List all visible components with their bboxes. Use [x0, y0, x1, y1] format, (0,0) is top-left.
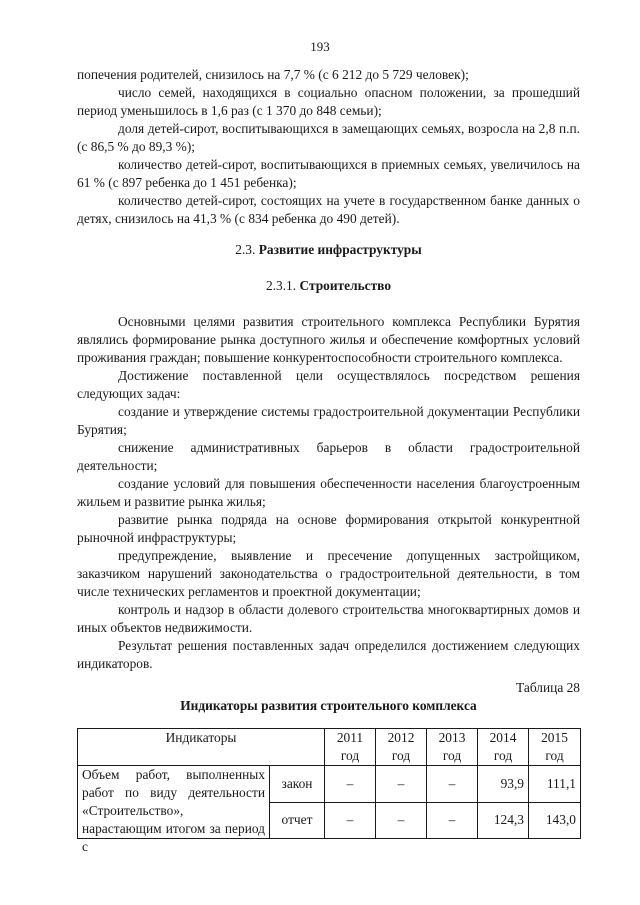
- paragraph: предупреждение, выявление и пресечение допущенных застройщиком, заказчиком нарушений законодательства о градостроительной деятельности, в том числе технических регламентов и проектной документации;: [77, 548, 580, 599]
- paragraph: создание условий для повышения обеспеченности населения благоустроенным жильем и развитие рынка жилья;: [77, 476, 580, 509]
- paragraph: контроль и надзор в области долевого строительства многоквартирных домов и иных объектов недвижимости.: [77, 602, 580, 635]
- table-cell: –: [376, 766, 427, 803]
- page-number: 193: [310, 39, 330, 54]
- table-cell: –: [376, 802, 427, 839]
- table-cell: –: [325, 766, 376, 803]
- row-type: закон: [270, 766, 325, 803]
- header-indicators: Индикаторы: [78, 729, 325, 766]
- indicators-table: [77, 728, 581, 854]
- table-label: Таблица 28: [516, 680, 580, 695]
- paragraph: Достижение поставленной цели осуществлялось посредством решения следующих задач:: [77, 368, 580, 401]
- paragraph: создание и утверждение системы градостроительной документации Республики Бурятия;: [77, 404, 580, 437]
- table-row: [78, 766, 581, 803]
- table-header-row: [78, 729, 581, 766]
- paragraph: попечения родителей, снизилось на 7,7 % (с 6 212 до 5 729 человек);: [77, 67, 469, 82]
- table-cell: 111,1: [529, 766, 581, 803]
- subsection-number: 2.3.1.: [265, 278, 297, 293]
- table-cell: –: [325, 802, 376, 839]
- header-year: 2013 год: [427, 729, 478, 766]
- section-number: 2.3.: [235, 242, 256, 257]
- paragraph: доля детей-сирот, воспитывающихся в замещающих семьях, возросла на 2,8 п.п. (с 86,5 % до 89,3 %);: [77, 121, 580, 154]
- paragraph: Основными целями развития строительного комплекса Республики Бурятия являлись формирование рынка доступного жилья и обеспечение комфортных условий проживания граждан; повышение конкурентоспособности строительного комплекса.: [77, 314, 580, 365]
- row-type: отчет: [270, 802, 325, 839]
- header-year: 2015 год: [529, 729, 581, 766]
- table-cell: 143,0: [529, 802, 581, 839]
- top-text-block: [77, 66, 580, 228]
- subsection-title: Строительство: [299, 278, 392, 293]
- section-title: Развитие инфраструктуры: [258, 242, 422, 257]
- paragraph: число семей, находящихся в социально опасном положении, за прошедший период уменьшилось в 1,6 раз (с 1 370 до 848 семьи);: [77, 85, 580, 118]
- header-year: 2011 год: [325, 729, 376, 766]
- table-title: Индикаторы развития строительного комплекса: [180, 698, 477, 713]
- table-cell: –: [427, 766, 478, 803]
- paragraph: количество детей-сирот, воспитывающихся в приемных семьях, увеличилось на 61 % (с 897 ребенка до 1 451 ребенка);: [77, 157, 580, 190]
- paragraph: Результат решения поставленных задач определился достижением следующих индикаторов.: [77, 638, 580, 671]
- table-cell: 93,9: [478, 766, 529, 803]
- indicator-name: Объем работ, выполненных работ по виду деятельности «Строительство», нарастающим итогом за период с: [82, 767, 265, 854]
- paragraph: снижение административных барьеров в области градостроительной деятельности;: [77, 440, 580, 473]
- paragraph: количество детей-сирот, состоящих на учете в государственном банке данных о детях, снизилось на 41,3 % (с 834 ребенка до 490 детей).: [77, 193, 580, 226]
- subsection-heading: [77, 277, 580, 295]
- indicator-name-cell: [78, 766, 270, 854]
- header-year: 2012 год: [376, 729, 427, 766]
- header-year: 2014 год: [478, 729, 529, 766]
- main-text-block: [77, 313, 580, 673]
- section-heading: [77, 241, 580, 259]
- table-cell: –: [427, 802, 478, 839]
- table-cell: 124,3: [478, 802, 529, 839]
- paragraph: развитие рынка подряда на основе формирования открытой конкурентной рыночной инфраструктуры;: [77, 512, 580, 545]
